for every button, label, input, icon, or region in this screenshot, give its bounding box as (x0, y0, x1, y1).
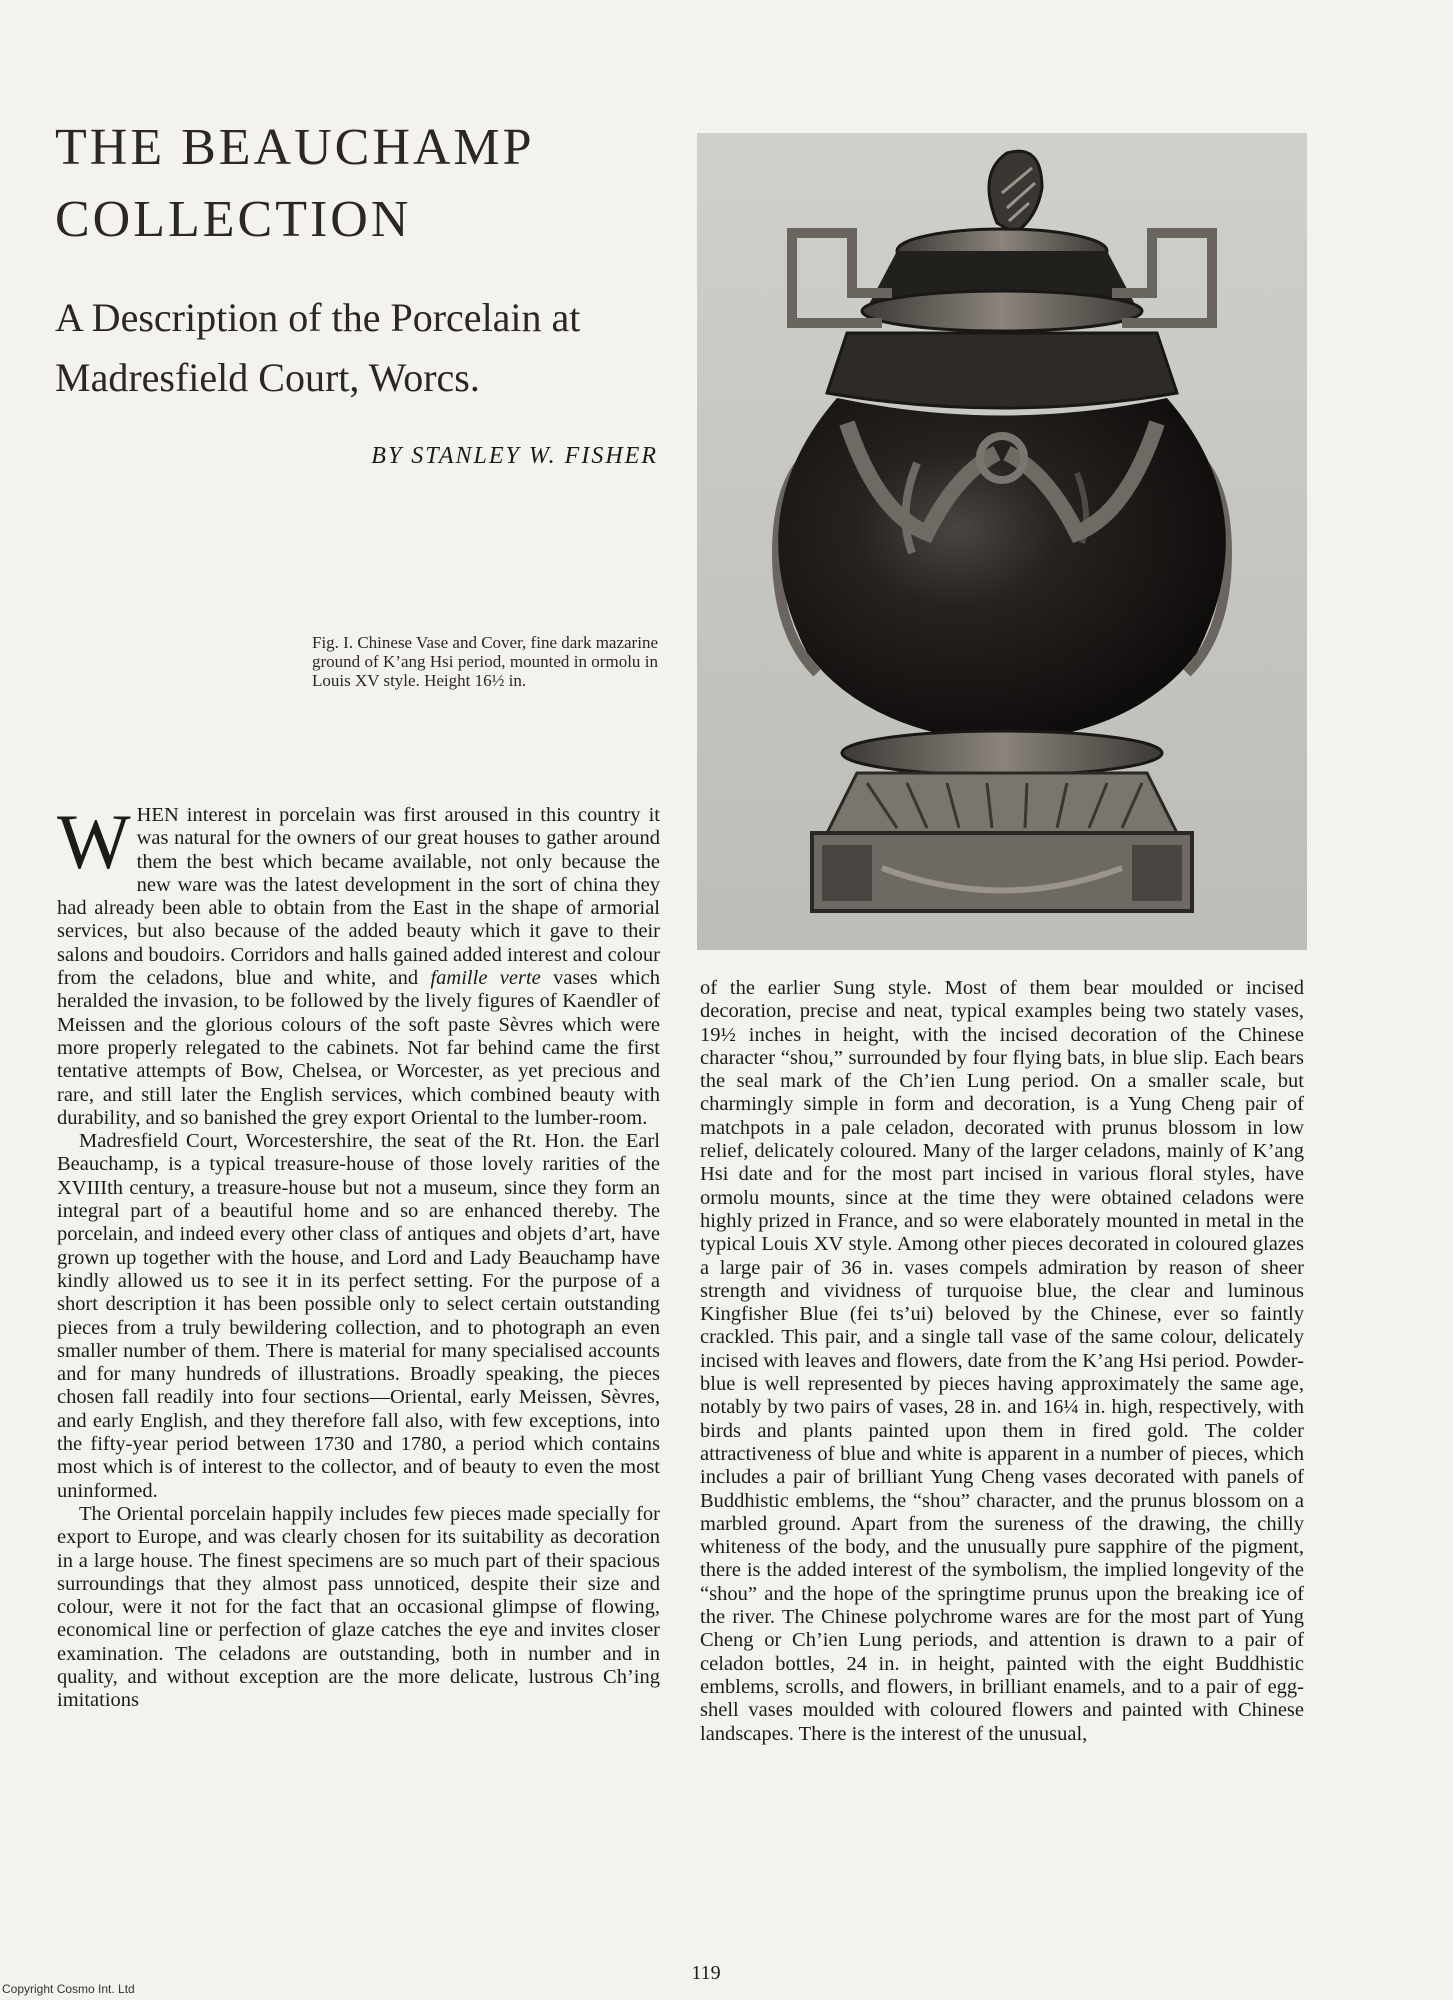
article-title-line-1: THE BEAUCHAMP (55, 119, 535, 176)
drop-cap: W (57, 798, 131, 885)
copyright-notice: Copyright Cosmo Int. Ltd (2, 1982, 135, 1996)
paragraph-1-text: HEN interest in porcelain was first aroused in this country it was natural for the owners of our great houses to gather around them the best which became available, not only because the new ware was the latest development in the sort of china they had already been able to obtain from the East in the shape of armorial services, but also because of the added beauty which it gave to their salons and boudoirs. Corridors and halls gained added interest and colour from the celadons, blue and white, and (57, 804, 660, 990)
author-byline: BY STANLEY W. FISHER (371, 443, 658, 469)
paragraph-3: The Oriental porcelain happily includes few pieces made specially for export to Europe, and was clearly chosen for its suitability as decoration in a large house. The finest specimens are so much part of their spacious surroundings that they almost pass unnoticed, despite their size and colour, were it not for the fact that an occasional glimpse of flowing, economical line or perfection of glaze catches the eye and invites closer examination. The celadons are outstanding, both in number and in quality, and without exception are the more delicate, lustrous Ch’ing imitations (57, 1502, 660, 1712)
vase-illustration (697, 133, 1307, 950)
figure-caption: Fig. I. Chinese Vase and Cover, fine dark mazarine ground of K’ang Hsi period, mounted in ormolu in Louis XV style. Height 16½ in. (312, 633, 658, 690)
paragraph-2: Madresfield Court, Worcestershire, the seat of the Rt. Hon. the Earl Beauchamp, is a typical treasure-house of those lovely rarities of the XVIIIth century, a treasure-house but not a museum, since they form an integral part of a beautiful home and so are enhanced thereby. The porcelain, and indeed every other class of antiques and objets d’art, have grown up together with the house, and Lord and Lady Beauchamp have kindly allowed us to see it in its perfect setting. For the purpose of a short description it has been possible only to select certain outstanding pieces from a truly bewildering collection, and to photograph an even smaller number of them. There is material for many specialised accounts and for many hundreds of illustrations. Broadly speaking, the pieces chosen fall readily into four sections—Oriental, early Meissen, Sèvres, and early English, and they therefore fall also, with few exceptions, into the fifty-year period between 1730 and 1780, a period which contains most which is of interest to the collector, and of beauty to even the most uninformed. (57, 1130, 660, 1502)
article-column-right (700, 977, 1304, 1746)
article-subtitle: A Description of the Porcelain at Madresfield Court, Worcs. (55, 295, 581, 400)
article-title-line-2: COLLECTION (55, 191, 412, 248)
paragraph-1 (57, 798, 661, 1130)
paragraph-1-end: vases which heralded the invasion, to be followed by the lively figures of Kaendler of Meissen and the glorious colours of the soft paste Sèvres which were more properly relegated to the cabinets. Not far behind came the first tentative attempts of Bow, Chelsea, or Worcester, as yet precious and rare, and still later the English services, which combined beauty with durability, and so banished the grey export Oriental to the lumber-room. (57, 967, 661, 1129)
paragraph-4: of the earlier Sung style. Most of them bear moulded or incised decoration, precise and neat, typical examples being two stately vases, 19½ inches in height, with the incised decoration of the Chinese character “shou,” surrounded by four flying bats, in blue slip. Each bears the seal mark of the Ch’ien Lung period. On a smaller scale, but charmingly simple in form and decoration, is a Yung Cheng pair of matchpots in a pale celadon, decorated with prunus blossom in low relief, delicately coloured. Many of the larger celadons, mainly of K’ang Hsi date and for the most part incised in various floral styles, have ormolu mounts, since at the time they were obtained celadons were highly prized in France, and so were elaborately mounted in metal in the typical Louis XV style. Among other pieces decorated in coloured glazes a large pair of 36 in. vases compels admiration by reason of sheer strength and vividness of turquoise blue, the clear and luminous Kingfisher Blue (fei ts’ui) beloved by the Chinese, ever so faintly crackled. This pair, and a single tall vase of the same colour, delicately incised with leaves and flowers, date from the K’ang Hsi period. Powder-blue is well represented by pieces having approximately the same age, notably by two pairs of vases, 28 in. and 16¼ in. high, respectively, with birds and plants painted upon them in fired gold. The colder attractiveness of blue and white is apparent in a number of pieces, which includes a pair of brilliant Yung Cheng vases decorated with panels of Buddhistic emblems, the “shou” character, and the prunus blossom on a marbled ground. Apart from the sureness of the drawing, the chilly whiteness of the body, and the unusually pure sapphire of the pigment, there is the added interest of the symbolism, the implied longevity of the “shou” and the hope of the springtime prunus upon the breaking ice of the river. The Chinese polychrome wares are for the most part of Yung Cheng or Ch’ien Lung periods, and attention is drawn to a pair of celadon bottles, 24 in. in height, painted with the eight Buddhistic emblems, scrolls, and flowers, in brilliant enamels, and to a pair of egg-shell vases moulded with coloured flowers and painted with Chinese landscapes. There is the interest of the unusual, (700, 977, 1304, 1745)
article-column-left (57, 798, 661, 1713)
paragraph-1-italic: famille verte (430, 967, 541, 990)
vase-photograph (697, 133, 1307, 950)
page-number: 119 (691, 1962, 721, 1984)
